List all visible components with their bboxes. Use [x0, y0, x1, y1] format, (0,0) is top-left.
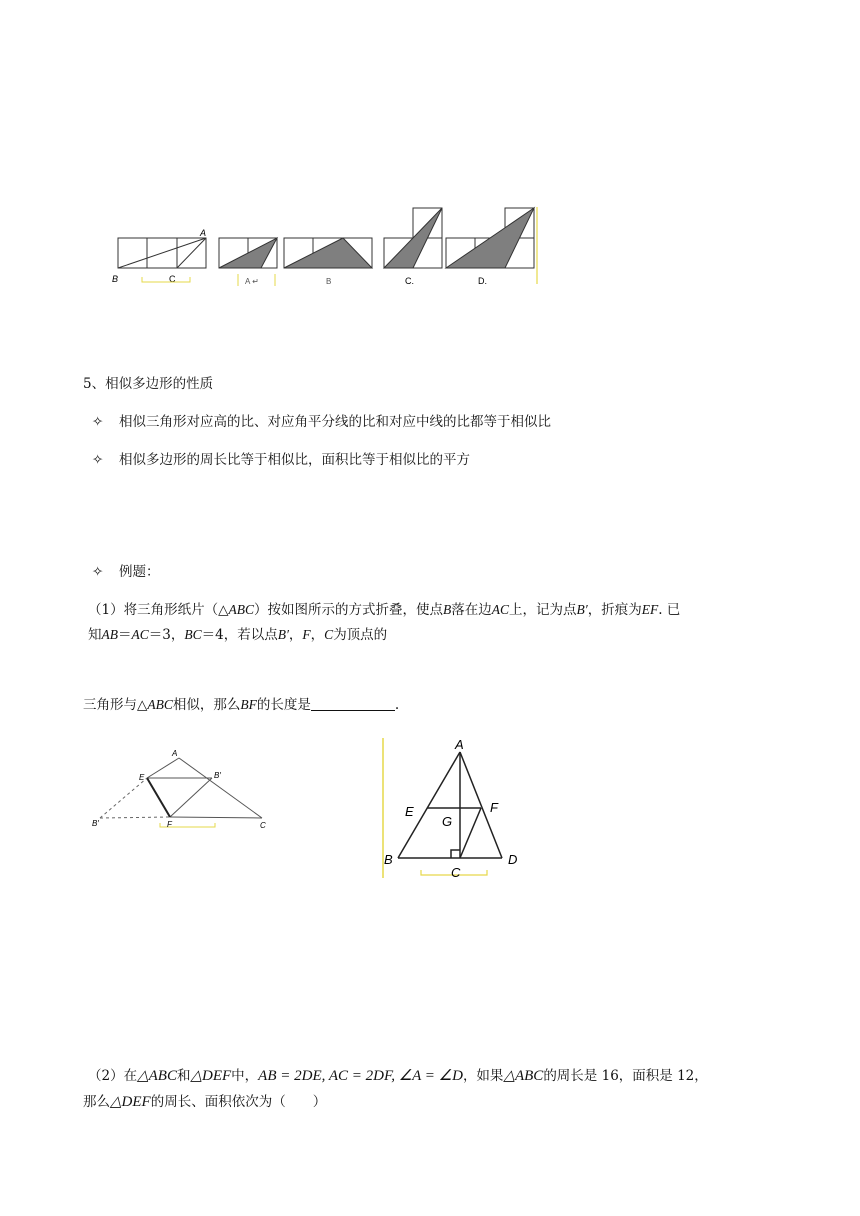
option-a-label: A ↵: [245, 277, 259, 286]
tri-label-a: A: [455, 737, 464, 752]
answer-blank[interactable]: [311, 696, 395, 711]
tri-label-b: B: [384, 852, 393, 867]
fold-label-a: A: [172, 749, 178, 758]
fold-label-bprime: B′: [214, 771, 221, 780]
tri-label-d: D: [508, 852, 518, 867]
option-c-figure: [384, 208, 442, 268]
fold-figure: [85, 745, 285, 835]
fold-label-e: E: [139, 773, 145, 782]
bullet-icon: ✧: [92, 452, 104, 468]
bullet-item-1: 相似三角形对应高的比、对应角平分线的比和对应中线的比都等于相似比: [119, 414, 551, 430]
grid-figure-row: [100, 200, 550, 295]
question-1-line-1: （1）将三角形纸片（△ABC）按如图所示的方式折叠，使点B落在边AC上，记为点B′，折痕为EF. 已: [88, 602, 681, 618]
grid-label-c: C: [169, 274, 176, 284]
tri-label-e: E: [405, 804, 414, 819]
original-grid: [118, 238, 206, 268]
option-a-figure: [219, 238, 277, 268]
option-b-label: B: [326, 277, 332, 286]
yellow-mark: [142, 277, 190, 282]
section-heading: 5、相似多边形的性质: [83, 376, 214, 392]
option-c-label: C.: [405, 276, 414, 286]
grid-label-a: A: [200, 228, 207, 238]
example-label: 例题：: [119, 564, 160, 580]
question-2-line-2: 那么△DEF的周长、面积依次为（ ）: [83, 1094, 327, 1110]
bullet-icon: ✧: [92, 564, 104, 580]
fold-label-c: C: [260, 821, 266, 830]
option-b-figure: [284, 238, 372, 268]
tri-label-c: C: [451, 865, 461, 880]
option-d-label: D.: [478, 276, 487, 286]
triangle-figure: [375, 735, 530, 883]
fold-label-bprime-2: B′: [92, 819, 99, 828]
tri-label-g: G: [442, 814, 453, 829]
fold-label-f: F: [167, 820, 172, 829]
bullet-item-2: 相似多边形的周长比等于相似比，面积比等于相似比的平方: [119, 452, 470, 468]
tri-label-f: F: [490, 800, 498, 815]
question-1-line-3: 三角形与△ABC相似，那么BF的长度是 .: [83, 697, 400, 713]
option-d-figure: [446, 208, 534, 268]
question-1-line-2: 知AB＝AC＝3，BC＝4，若以点B′，F，C为顶点的: [88, 627, 388, 643]
bullet-icon: ✧: [92, 414, 104, 430]
question-2-line-1: （2）在△ABC和△DEF中，AB = 2DE, AC = 2DF, ∠A = ∠D，如果△ABC的周长是 16，面积是 12，: [88, 1068, 708, 1084]
grid-label-b: B: [112, 274, 119, 284]
